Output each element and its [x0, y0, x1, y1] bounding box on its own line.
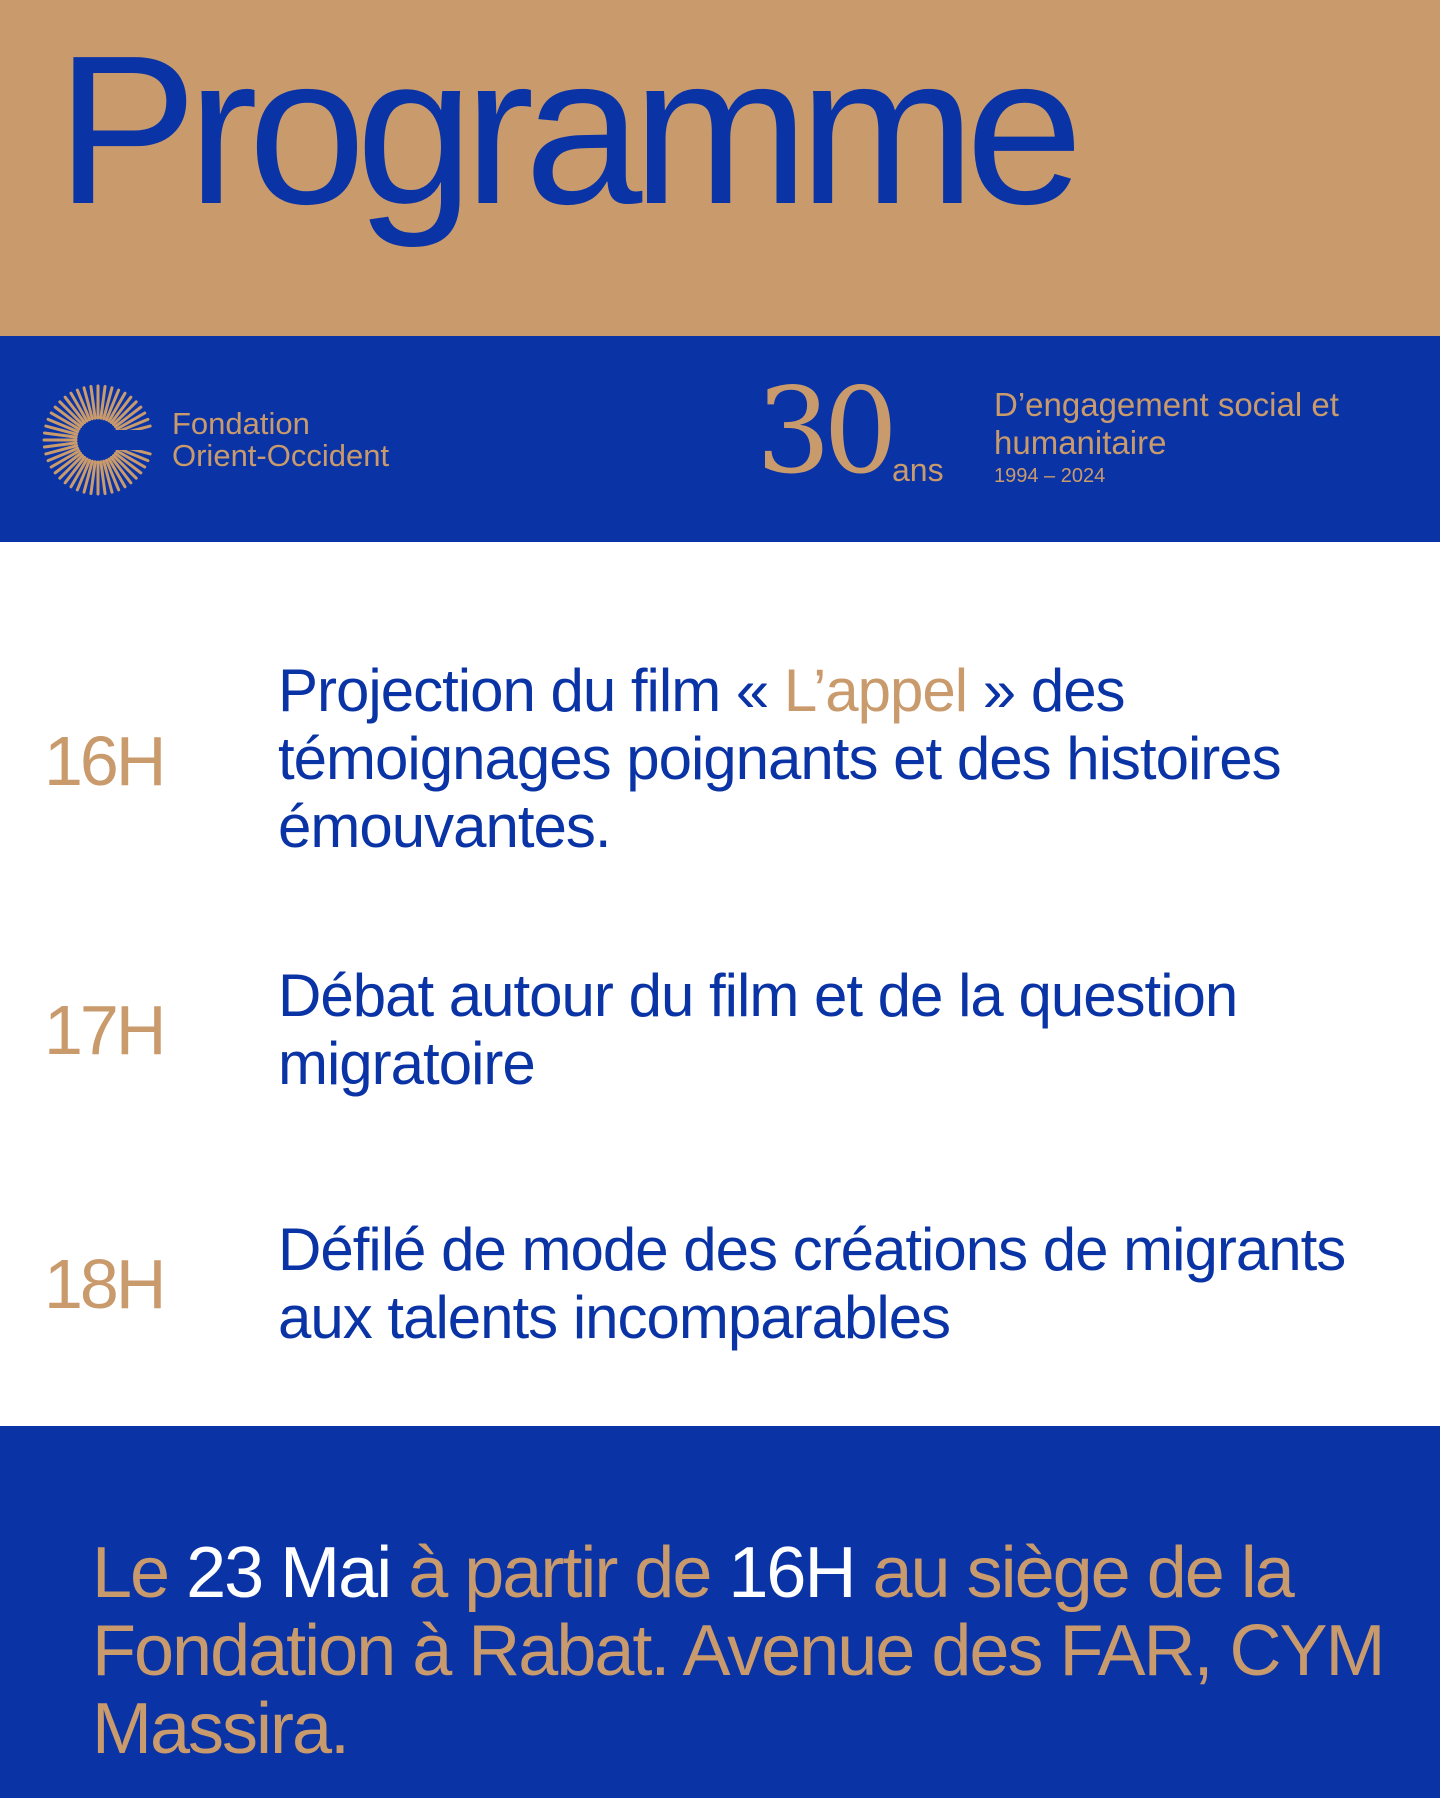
film-desc-suffix: » des témoignages poignants et des histoires émouvantes. — [278, 657, 1281, 860]
header-band — [0, 336, 1440, 542]
foundation-name — [172, 408, 389, 472]
schedule-description-16h — [278, 657, 1428, 861]
schedule-time-17h: 17H — [44, 991, 164, 1069]
footer-text-1: Le — [92, 1533, 187, 1613]
footer-band — [0, 1426, 1440, 1798]
sunburst-c-logo-icon — [42, 384, 154, 496]
page-title: Programme — [56, 11, 1074, 248]
schedule-time-18h: 18H — [44, 1245, 164, 1323]
title-band — [0, 0, 1440, 336]
film-title-highlight: L’appel — [783, 657, 968, 724]
anniversary-unit: ans — [892, 452, 944, 488]
schedule-description-18h: Défilé de mode des créations de migrants aux talents incomparables — [278, 1216, 1346, 1351]
event-start-time: 16H — [728, 1533, 855, 1613]
tagline: D’engagement social et humanitaire — [994, 386, 1339, 461]
foundation-name-line2: Orient-Occident — [172, 438, 390, 473]
foundation-name-line1: Fondation — [172, 406, 310, 441]
footer-text-3: au siège de la Fondation à Rabat. Avenue des FAR, CYM Massira. — [92, 1533, 1384, 1769]
anniversary-number: 30 — [756, 362, 891, 500]
footer-text-2: à partir de — [390, 1533, 729, 1613]
schedule-time-16h: 16H — [44, 722, 164, 800]
event-date: 23 Mai — [186, 1533, 391, 1613]
years-range: 1994 – 2024 — [994, 465, 1106, 487]
schedule-description-17h: Débat autour du film et de la question migratoire — [278, 962, 1238, 1097]
film-desc-prefix: Projection du film « — [278, 657, 784, 724]
event-details — [92, 1534, 1412, 1768]
